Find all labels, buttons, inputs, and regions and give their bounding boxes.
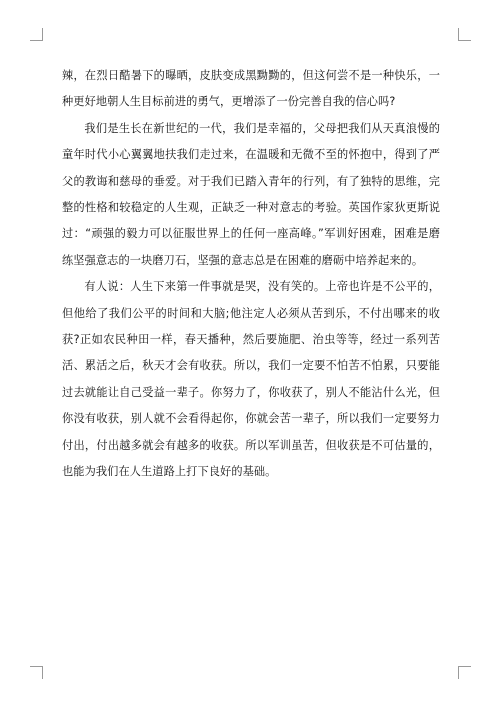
- crop-mark-bottom-right: [458, 666, 471, 679]
- body-text: [62, 63, 440, 486]
- paragraph: 有人说：人生下来第一件事就是哭，没有笑的。上帝也许是不公平的，但他给了我们公平的时间和大脑;他注定人必须从苦到乐，不付出哪来的收获?正如农民种田一样，春天播种，然后要施肥、治虫等等，经过一系列苦活、累活之后，秋天才会有收获。所以，我们一定要不怕苦不怕累，只要能过去就能让自己受益一辈子。你努力了，你收获了，别人不能沾什么光，但你没有收获，别人就不会看得起你，你就会苦一辈子，所以我们一定要努力付出，付出越多就会有越多的收获。所以军训虽苦，但收获是不可估量的，也能为我们在人生道路上打下良好的基础。: [62, 280, 440, 479]
- crop-mark-top-right: [458, 28, 471, 41]
- crop-mark-top-left: [30, 28, 43, 41]
- paragraph-continued: 辣，在烈日酷暑下的曝晒，皮肤变成黑黝黝的，但这何尝不是一种快乐，一种更好地朝人生目标前进的勇气，更增添了一份完善自我的信心吗?: [62, 69, 440, 109]
- paragraph: 我们是生长在新世纪的一代，我们是幸福的，父母把我们从天真浪慢的童年时代小心翼翼地扶我们走过来，在温暖和无微不至的怀抱中，得到了严父的教诲和慈母的垂爱。对于我们已踏入青年的行列，有了独特的思维，完整的性格和较稳定的人生观，正缺乏一种对意志的考验。英国作家狄更斯说过：“顽强的毅力可以征服世界上的任何一座高峰。”军训好困难，困难是磨练坚强意志的一块磨刀石，坚强的意志总是在困难的磨砺中培养起来的。: [62, 121, 440, 267]
- crop-mark-bottom-left: [30, 666, 43, 679]
